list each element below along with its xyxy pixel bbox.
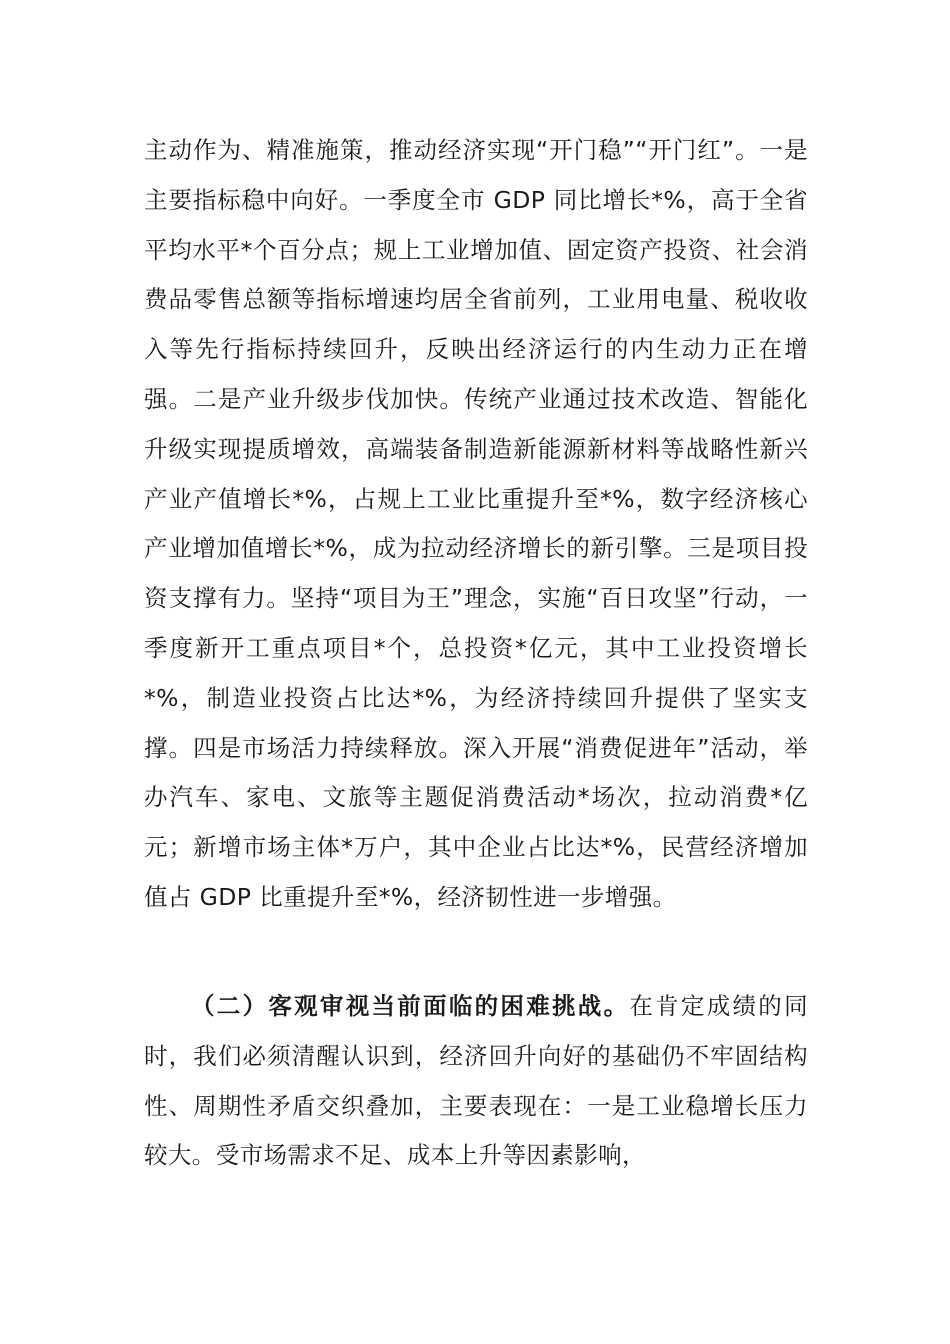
- section-body-text: 在肯定成绩的同时，我们必须清醒认识到，经济回升向好的基础仍不牢固结构性、周期性矛盾交织叠加，主要表现在：一是工业稳增长压力较大。受市场需求不足、成本上升等因素影响，: [144, 992, 808, 1170]
- section-heading: （二）客观审视当前面临的困难挑战。: [191, 992, 630, 1020]
- body-paragraph-1: 主动作为、精准施策，推动经济实现“开门稳”“开门红”。一是主要指标稳中向好。一季度全市 GDP 同比增长*%，高于全省平均水平*个百分点；规上工业增加值、固定资产投资、社会消费品零售总额等指标增速均居全省前列，工业用电量、税收收入等先行指标持续回升，反映出经济运行的内生动力正在增强。二是产业升级步伐加快。传统产业通过技术改造、智能化升级实现提质增效，高端装备制造新能源新材料等战略性新兴产业产值增长*%，占规上工业比重提升至*%，数字经济核心产业增加值增长*%，成为拉动经济增长的新引擎。三是项目投资支撑有力。坚持“项目为王”理念，实施“百日攻坚”行动，一季度新开工重点项目*个，总投资*亿元，其中工业投资增长*%，制造业投资占比达*%，为经济持续回升提供了坚实支撑。四是市场活力持续释放。深入开展“消费促进年”活动，举办汽车、家电、文旅等主题促消费活动*场次，拉动消费*亿元；新增市场主体*万户，其中企业占比达*%，民营经济增加值占 GDP 比重提升至*%，经济韧性进一步增强。: [144, 136, 808, 911]
- body-paragraph-2: [144, 982, 808, 1181]
